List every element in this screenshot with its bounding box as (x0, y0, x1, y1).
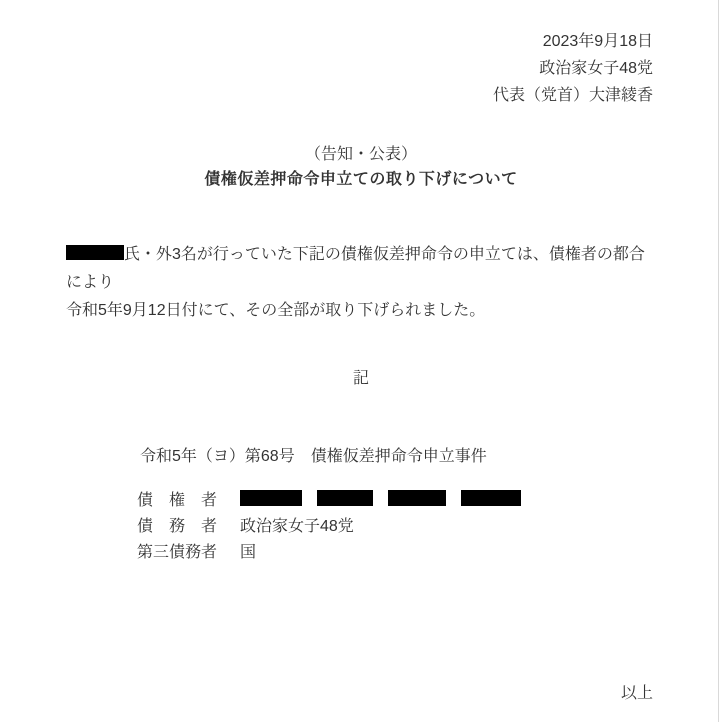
organization-line: 政治家女子48党 (539, 60, 653, 77)
closing-marker: 以上 (620, 685, 653, 702)
document-header (493, 28, 653, 109)
representative-line: 代表（党首）大津綾香 (492, 87, 653, 104)
party-value-third-debtor: 国 (240, 544, 257, 561)
redacted-creditor-name (461, 490, 521, 506)
redacted-creditor-name (317, 490, 373, 506)
body-paragraph (66, 241, 658, 325)
date-line: 2023年9月18日 (542, 33, 653, 50)
redacted-creditor-name (388, 490, 446, 506)
party-row-third-debtor (137, 539, 257, 565)
party-value-debtor: 政治家女子48党 (240, 518, 354, 535)
page-edge-line (718, 0, 719, 722)
party-row-creditor (137, 487, 217, 513)
body-line-1: 氏・外3名が行っていた下記の債権仮差押命令の申立ては、債権者の都合により (66, 246, 645, 291)
party-label-creditor: 債権者 (137, 492, 217, 509)
remark-marker: 記 (352, 370, 369, 387)
notice-type-label: （告知・公表） (304, 146, 417, 163)
parties-section (137, 487, 354, 565)
document-title: 債権仮差押命令申立ての取り下げについて (204, 171, 518, 188)
party-label-debtor: 債務者 (137, 518, 217, 535)
party-row-debtor (137, 513, 354, 539)
redacted-name-inline (66, 245, 124, 260)
body-line-2: 令和5年9月12日付にて、その全部が取り下げられました。 (66, 302, 486, 319)
redacted-creditor-values (240, 490, 521, 506)
party-label-third-debtor: 第三債務者 (137, 544, 218, 561)
case-number-line: 令和5年（ヨ）第68号 債権仮差押命令申立事件 (140, 448, 487, 465)
redacted-creditor-name (240, 490, 302, 506)
